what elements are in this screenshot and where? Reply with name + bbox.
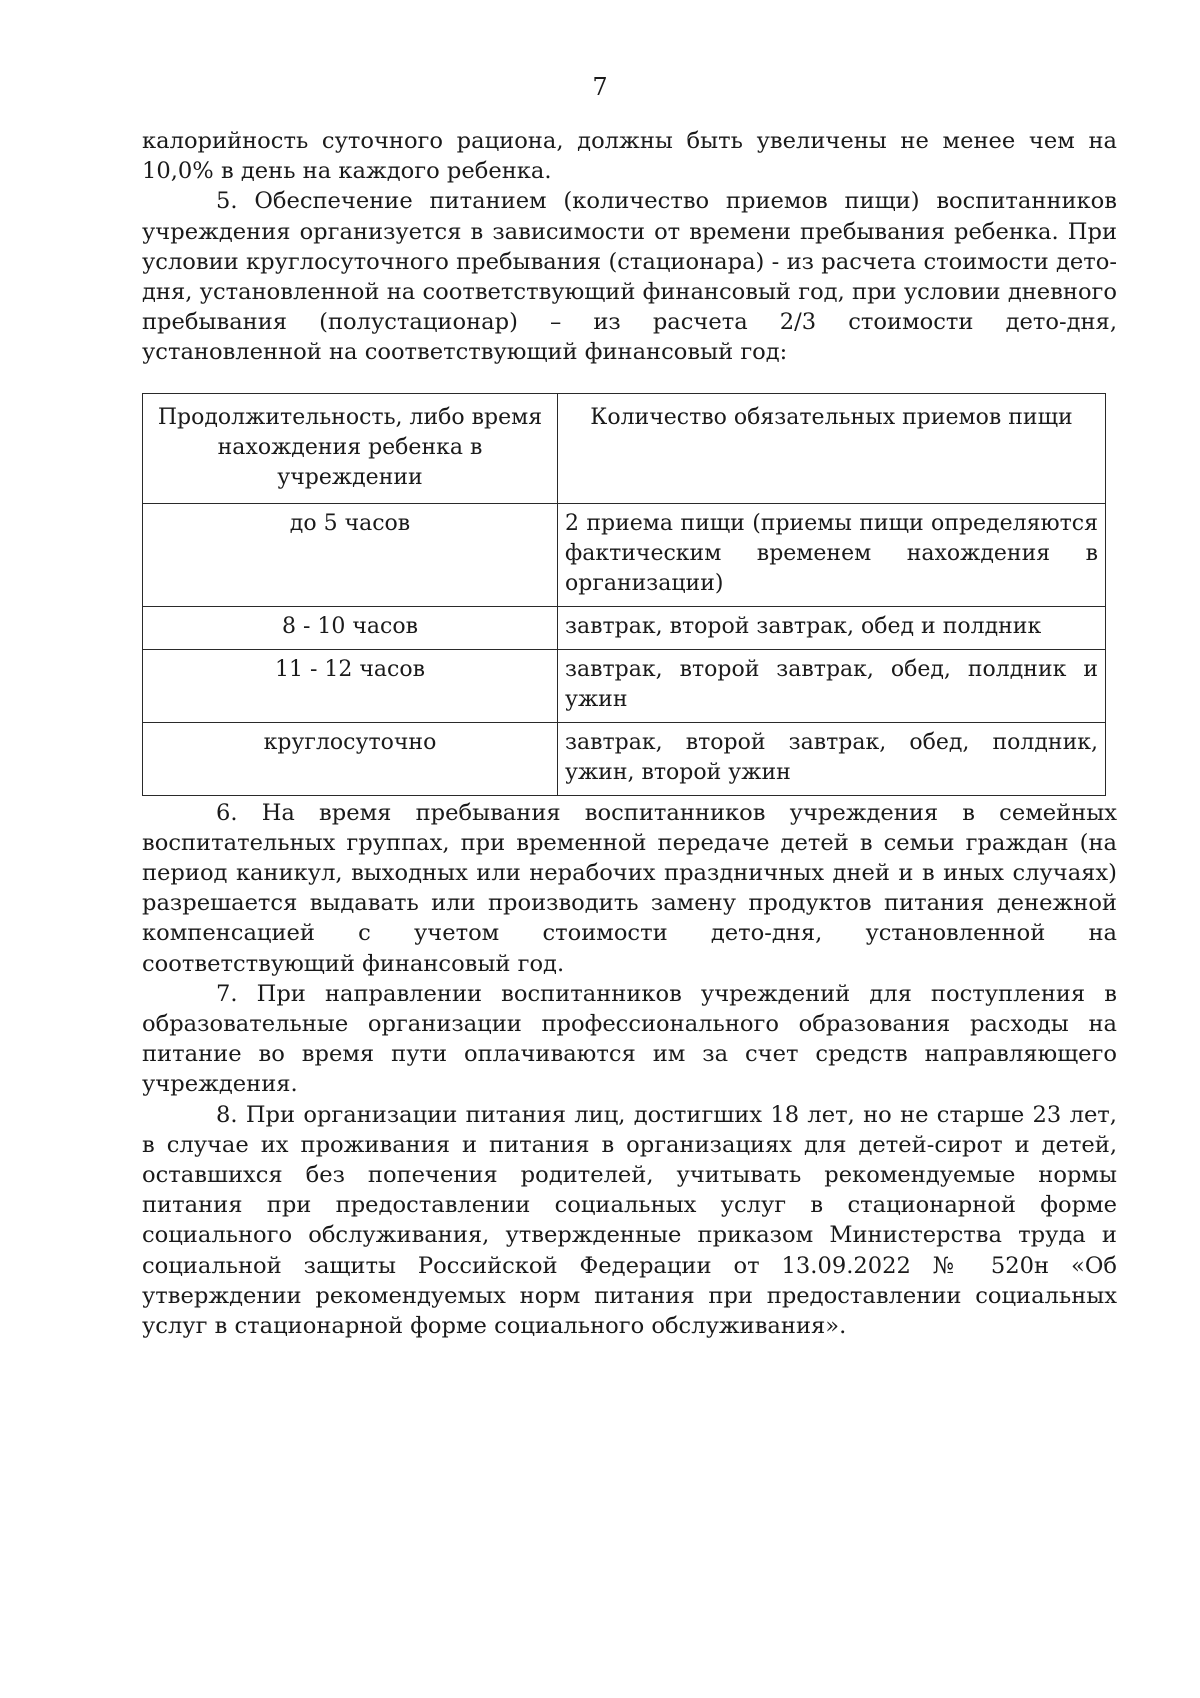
- document-body: [142, 126, 1117, 1341]
- table-header-meals: Количество обязательных приемов пищи: [558, 393, 1106, 503]
- table-cell-meals: завтрак, второй завтрак, обед, полдник, ужин, второй ужин: [558, 722, 1106, 795]
- table-header-row: [143, 393, 1106, 503]
- table-cell-meals: завтрак, второй завтрак, обед, полдник и ужин: [558, 649, 1106, 722]
- table-row: [143, 606, 1106, 649]
- table-cell-meals: 2 приема пищи (приемы пищи определяются фактическим временем нахождения в организации): [558, 503, 1106, 606]
- paragraph-7: 7. При направлении воспитанников учреждений для поступления в образовательные организации профессионального образования расходы на питание во время пути оплачиваются им за счет средств направляющего учреждения.: [142, 980, 1117, 1098]
- table-cell-meals: завтрак, второй завтрак, обед и полдник: [558, 606, 1106, 649]
- page-number: 7: [592, 73, 608, 101]
- table-header-duration: Продолжительность, либо время нахождения ребенка в учреждении: [143, 393, 558, 503]
- paragraph-8: 8. При организации питания лиц, достигших 18 лет, но не старше 23 лет, в случае их проживания и питания в организациях для детей-сирот и детей, оставшихся без попечения родителей, учитывать рекомендуемые нормы питания при предоставлении социальных услуг в стационарной форме социального обслуживания, утвержденные приказом Министерства труда и социальной защиты Российской Федерации от 13.09.2022 № 520н «Об утверждении рекомендуемых норм питания при предоставлении социальных услуг в стационарной форме социального обслуживания».: [142, 1101, 1117, 1340]
- table-cell-duration: 11 - 12 часов: [143, 649, 558, 722]
- table-row: [143, 722, 1106, 795]
- meals-table: [142, 393, 1106, 796]
- table-row: [143, 503, 1106, 606]
- table-cell-duration: круглосуточно: [143, 722, 558, 795]
- table-cell-duration: до 5 часов: [143, 503, 558, 606]
- paragraph-6: 6. На время пребывания воспитанников учреждения в семейных воспитательных группах, при временной передаче детей в семьи граждан (на период каникул, выходных или нерабочих праздничных дней и в иных случаях) разрешается выдавать или производить замену продуктов питания денежной компенсацией с учетом стоимости дето-дня, установленной на соответствующий финансовый год.: [142, 799, 1117, 977]
- table-row: [143, 649, 1106, 722]
- paragraph-5: 5. Обеспечение питанием (количество приемов пищи) воспитанников учреждения организуется в зависимости от времени пребывания ребенка. При условии круглосуточного пребывания (стационара) - из расчета стоимости дето-дня, установленной на соответствующий финансовый год, при условии дневного пребывания (полустационар) – из расчета 2/3 стоимости дето-дня, установленной на соответствующий финансовый год:: [142, 188, 1117, 366]
- paragraph-continuation: калорийность суточного рациона, должны быть увеличены не менее чем на 10,0% в день на каждого ребенка.: [142, 128, 1117, 185]
- table-cell-duration: 8 - 10 часов: [143, 606, 558, 649]
